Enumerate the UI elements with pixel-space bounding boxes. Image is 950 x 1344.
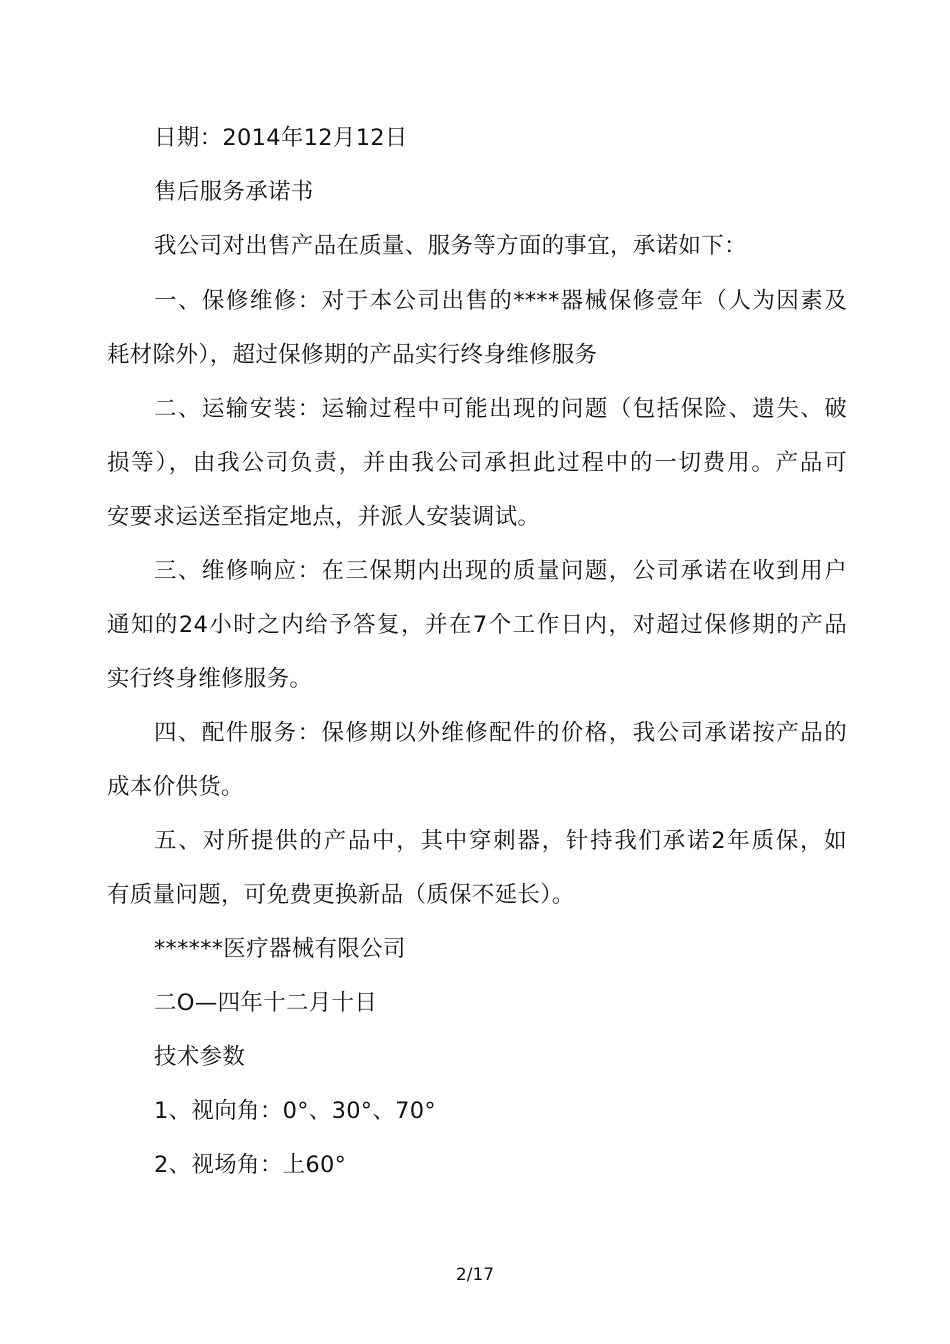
date-line: 日期：2014年12月12日: [154, 125, 408, 151]
clause-3-line-2: 通知的24小时之内给予答复，并在7个工作日内，对超过保修期的产品: [107, 612, 847, 638]
signature-date: 二O—四年十二月十日: [154, 990, 378, 1016]
clause-3-line-3: 实行终身维修服务。: [107, 666, 313, 692]
clause-2-line-1: 二、运输安装：运输过程中可能出现的问题（包括保险、遗失、破: [154, 396, 847, 422]
clause-2-line-2: 损等），由我公司负责，并由我公司承担此过程中的一切费用。产品可: [107, 450, 847, 476]
document-title: 售后服务承诺书: [154, 179, 314, 205]
clause-4-line-2: 成本价供货。: [107, 774, 244, 800]
clause-1-line-1: 一、保修维修：对于本公司出售的****器械保修壹年（人为因素及: [154, 288, 847, 314]
parameter-item: 2、视场角：上60°: [154, 1152, 347, 1178]
section-heading: 技术参数: [154, 1044, 246, 1070]
clause-4-line-1: 四、配件服务：保修期以外维修配件的价格，我公司承诺按产品的: [154, 720, 847, 746]
page-number: 2/17: [455, 1265, 495, 1285]
clause-5-line-2: 有质量问题，可免费更换新品（质保不延长）。: [107, 882, 575, 908]
clause-3-line-1: 三、维修响应：在三保期内出现的质量问题，公司承诺在收到用户: [154, 558, 847, 584]
clause-2-line-3: 安要求运送至指定地点，并派人安装调试。: [107, 504, 541, 530]
clause-1-line-2: 耗材除外），超过保修期的产品实行终身维修服务: [107, 342, 598, 368]
intro-paragraph: 我公司对出售产品在质量、服务等方面的事宜，承诺如下：: [154, 233, 747, 259]
clause-5-line-1: 五、对所提供的产品中，其中穿刺器，针持我们承诺2年质保，如: [154, 828, 847, 854]
company-signature: ******医疗器械有限公司: [154, 936, 406, 962]
parameter-item: 1、视向角：0°、30°、70°: [154, 1098, 436, 1124]
